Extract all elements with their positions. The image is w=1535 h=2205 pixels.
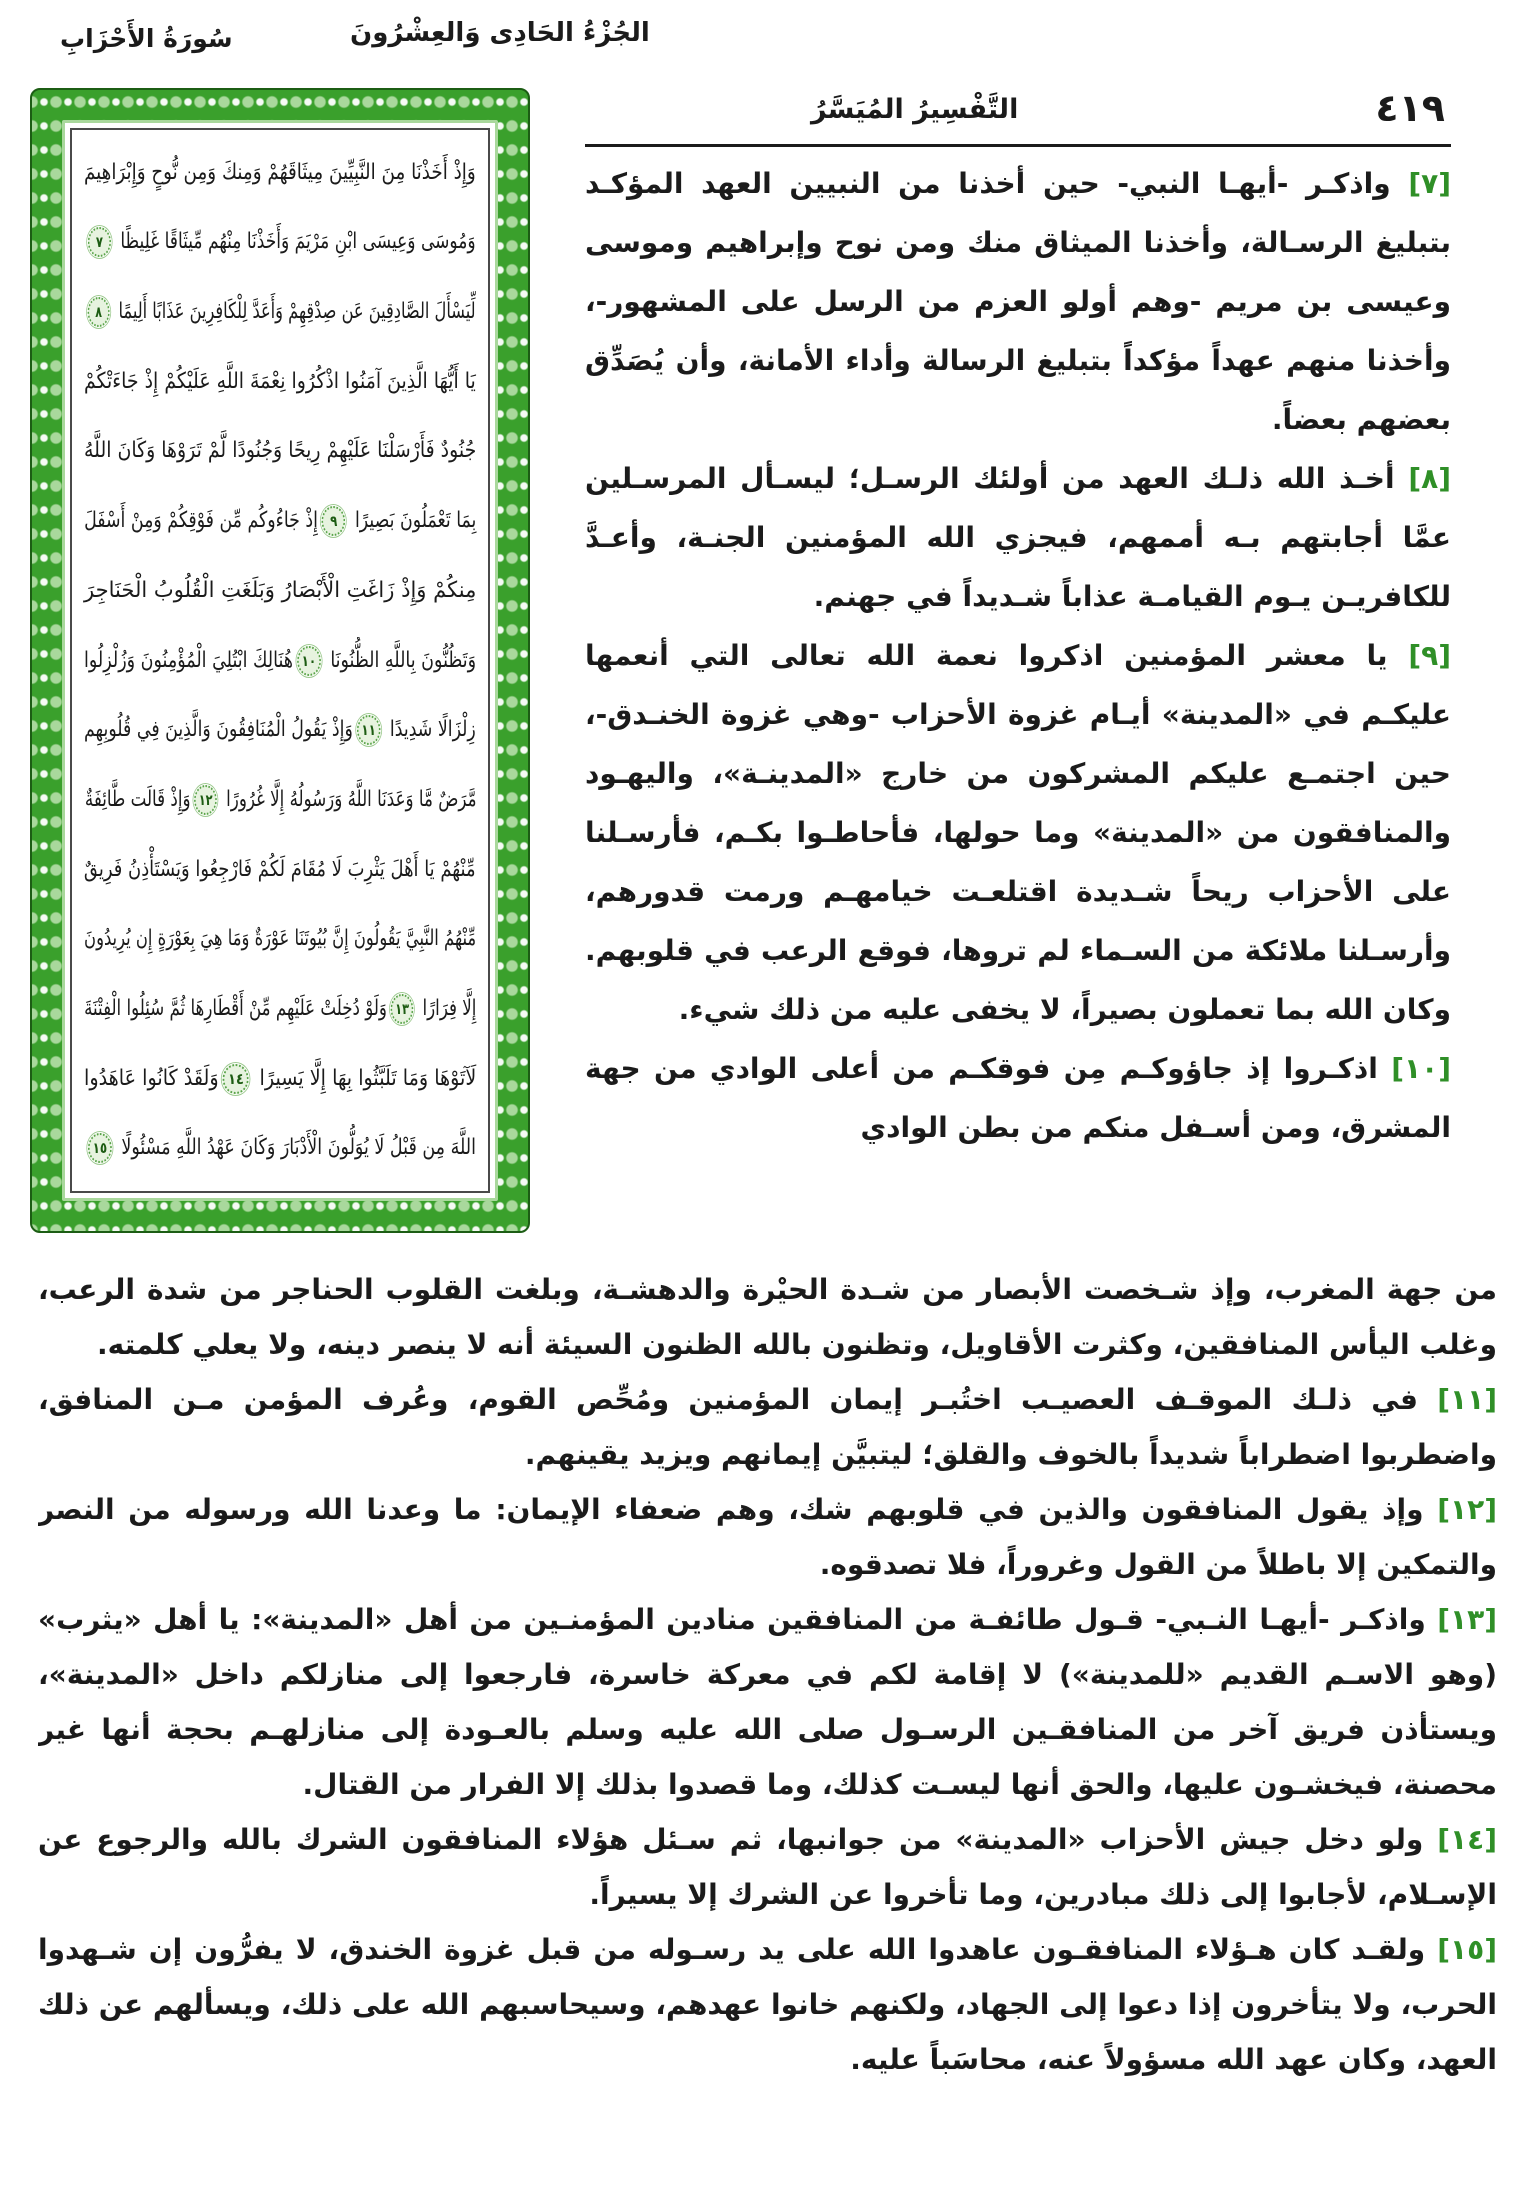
quran-line — [84, 349, 476, 415]
quran-line — [84, 209, 476, 275]
quran-frame-gap — [65, 123, 495, 1198]
verse-number-badge: [١٤] — [1437, 1823, 1497, 1856]
ayah-end-marker: ٩ — [322, 506, 346, 536]
ayah-end-marker: ٧ — [88, 227, 111, 257]
quran-line — [84, 628, 476, 694]
quran-text: زِلْزَالًا شَدِيدًا — [384, 717, 476, 743]
ayah-end-marker: ٨ — [88, 297, 110, 327]
quran-text: وَلَوْ دُخِلَتْ عَلَيْهِم مِّنْ أَقْطَارِهَا ثُمَّ سُئِلُوا الْفِتْنَةَ — [83, 995, 387, 1021]
paragraph-text: وإذ يقول المنافقون والذين في قلوبهم شك، وهم ضعفاء الإيمان: ما وعدنا الله ورسوله من النصر والتمكين إلا باطلاً من القول وغروراً، فلا تصدقوه. — [38, 1493, 1497, 1581]
quran-line — [84, 906, 476, 972]
page-number: ٤١٩ — [1375, 86, 1445, 130]
quran-text: يَا أَيُّهَا الَّذِينَ آمَنُوا اذْكُرُوا نِعْمَةَ اللَّهِ عَلَيْكُمْ إِذْ جَاءَتْكُمْ — [84, 368, 476, 394]
tafsir-paragraph — [38, 1262, 1497, 1372]
quran-text: مَّرَضٌ مَّا وَعَدَنَا اللَّهُ وَرَسُولُهُ إِلَّا غُرُورًا — [220, 786, 476, 812]
quran-line — [84, 976, 476, 1042]
tafsir-paragraph — [38, 1372, 1497, 1482]
quran-text: مِّنْهُمُ النَّبِيَّ يَقُولُونَ إِنَّ بُيُوتَنَا عَوْرَةٌ وَمَا هِيَ بِعَوْرَةٍ إِن يُرِيدُونَ — [83, 926, 476, 952]
verse-number-badge: [١١] — [1437, 1383, 1497, 1416]
quran-frame — [30, 88, 530, 1233]
quran-text: اللَّهَ مِن قَبْلُ لَا يُوَلُّونَ الْأَدْبَارَ وَكَانَ عَهْدُ اللَّهِ مَسْئُولًا — [115, 1135, 477, 1161]
paragraph-text: في ذلـك الموقـف العصيـب اختُبـر إيمان المؤمنين ومُحِّص القوم، وعُرف المؤمن مـن المنافق، واضطربوا اضطراباً شديداً بالخوف والقلق؛ ليتبيَّن إيمانهم ويزيد يقينهم. — [38, 1383, 1497, 1471]
quran-text: وَلَقَدْ كَانُوا عَاهَدُوا — [83, 1065, 219, 1091]
ayah-end-marker: ١٢ — [194, 785, 217, 815]
paragraph-text: ولقـد كان هـؤلاء المنافقـون عاهدوا الله على يد رسـوله من قبل غزوة الخندق، لا يفرُّون إن شـهدوا الحرب، ولا يتأخرون إذا دعوا إلى الجهاد، ولكنهم خانوا عهدهم، وسيحاسبهم الله على ذلك، ويسألهم عن ذلك العهد، وكان عهد الله مسؤولاً عنه، محاسَباً عليه. — [38, 1933, 1497, 2076]
tafsir-title: التَّفْسِيرُ المُيَسَّرُ — [811, 94, 1019, 125]
quran-text: مِنكُمْ وَإِذْ زَاغَتِ الْأَبْصَارُ وَبَلَغَتِ الْقُلُوبُ الْحَنَاجِرَ — [83, 577, 476, 603]
surah-title: سُورَةُ الأَحْزَابِ — [60, 24, 233, 53]
verse-number-badge: [١٣] — [1437, 1603, 1497, 1636]
ayah-end-marker: ١٣ — [390, 994, 413, 1024]
quran-line — [84, 418, 476, 484]
quran-line — [84, 767, 476, 833]
quran-text: لِّيَسْأَلَ الصَّادِقِينَ عَن صِدْقِهِمْ وَأَعَدَّ لِلْكَافِرِينَ عَذَابًا أَلِيمًا — [113, 299, 476, 325]
quran-text: إِذْ جَاءُوكُم مِّن فَوْقِكُمْ وَمِنْ أَسْفَلَ — [83, 508, 318, 534]
paragraph-text: يا معشر المؤمنين اذكروا نعمة الله تعالى التي أنعمها عليكـم في «المدينة» أيـام غزوة الأحزاب -وهي غزوة الخنـدق-، حين اجتمـع عليكم المشركون من خارج «المدينـة»، واليهـود والمنافقون من «المدينة» وما حولها، فأحاطـوا بكـم، فأرسـلنا على الأحزاب ريحاً شـديدة اقتلعـت خيامهـم ورمت قدورهم، وأرسـلنا ملائكة من السـماء لم تروها، فوقع الرعب في قلوبهم. وكان الله بما تعملون بصيراً، لا يخفى عليه من ذلك شيء. — [585, 639, 1451, 1026]
verse-number-badge: [١٢] — [1437, 1493, 1497, 1526]
verse-number-badge: [٩] — [1408, 639, 1451, 672]
tafsir-column — [585, 86, 1451, 1286]
quran-lines — [70, 128, 490, 1193]
verse-number-badge: [١٠] — [1391, 1052, 1451, 1085]
quran-line — [84, 837, 476, 903]
tafsir-paragraph — [585, 154, 1451, 449]
quran-text: لَآتَوْهَا وَمَا تَلَبَّثُوا بِهَا إِلَّا يَسِيرًا — [253, 1065, 476, 1091]
quran-text: وَإِذْ قَالَت طَّائِفَةٌ — [84, 786, 191, 812]
tafsir-paragraph — [585, 449, 1451, 626]
paragraph-text: أخـذ الله ذلـك العهد من أولئك الرسـل؛ ليسـأل المرسـلين عمَّا أجابتهم بـه أممهم، فيجزي الله المؤمنين الجنـة، وأعـدَّ للكافريـن يـوم القيامـة عذاباً شـديداً في جهنم. — [585, 462, 1451, 613]
ayah-end-marker: ١٥ — [88, 1133, 112, 1163]
paragraph-text: ولو دخل جيش الأحزاب «المدينة» من جوانبها، ثم سـئل هؤلاء المنافقون الشرك بالله والرجوع عن الإسـلام، لأجابوا إلى ذلك مبادرين، وما تأخروا عن الشرك إلا يسيراً. — [38, 1823, 1497, 1911]
verse-number-badge: [٧] — [1408, 167, 1451, 200]
quran-text: هُنَالِكَ ابْتُلِيَ الْمُؤْمِنُونَ وَزُلْزِلُوا — [83, 647, 293, 673]
tafsir-paragraph — [38, 1592, 1497, 1812]
quran-line — [84, 558, 476, 624]
ayah-end-marker: ١٠ — [297, 646, 321, 676]
quran-text: جُنُودٌ فَأَرْسَلْنَا عَلَيْهِمْ رِيحًا وَجُنُودًا لَّمْ تَرَوْهَا وَكَانَ اللَّهُ — [83, 438, 476, 464]
juz-title: الجُزْءُ الحَادِى وَالعِشْرُونَ — [350, 18, 650, 48]
quran-text: وَمُوسَى وَعِيسَى ابْنِ مَرْيَمَ وَأَخَذْنَا مِنْهُم مِّيثَاقًا غَلِيظًا — [115, 229, 477, 255]
paragraph-text: واذكـر -أيهـا النـبي- قـول طائفـة من المنافقين منادين المؤمنـين من أهل «المدينة»: يا أهل «يثرب» (وهو الاسـم القديم «للمدينة») لا إقامة لكم في معركة خاسرة، فارجعوا إلى منازلكم داخل «المدينة»، ويستأذن فريق آخر من المنافقـين الرسـول صلى الله عليه وسلم بالعـودة إلى منازلهـم بحجة أنها غير محصنة، فيخشـون عليها، والحق أنها ليسـت كذلك، وما قصدوا بذلك إلا الفرار من القتال. — [38, 1603, 1497, 1801]
quran-line — [84, 279, 476, 345]
quran-text: بِمَا تَعْمَلُونَ بَصِيرًا — [349, 508, 476, 534]
quran-line — [84, 697, 476, 763]
quran-line — [84, 488, 476, 554]
tafsir-paragraph — [585, 626, 1451, 1039]
quran-text: وَإِذْ يَقُولُ الْمُنَافِقُونَ وَالَّذِينَ فِي قُلُوبِهِم — [84, 717, 354, 743]
verse-number-badge: [١٥] — [1437, 1933, 1497, 1966]
ayah-end-marker: ١٤ — [223, 1064, 249, 1094]
paragraph-text: واذكـر -أيهـا النبي- حين أخذنا من النبيين العهد المؤكـد بتبليغ الرسـالة، وأخذنا الميثاق منك ومن نوح وإبراهيم وموسى وعيسى بن مريم -وهم أولو العزم من الرسل على المشهور-، وأخذنا منهم عهداً مؤكداً بتبليغ الرسالة وأداء الأمانة، وأن يُصَدِّق بعضهم بعضاً. — [585, 167, 1451, 436]
tafsir-column-body — [585, 154, 1451, 1282]
tafsir-paragraph — [38, 1482, 1497, 1592]
quran-line — [84, 1046, 476, 1112]
tafsir-paragraph — [38, 1922, 1497, 2087]
quran-text: وَإِذْ أَخَذْنَا مِنَ النَّبِيِّينَ مِيثَاقَهُمْ وَمِنكَ وَمِن نُّوحٍ وَإِبْرَاهِيمَ — [84, 159, 476, 185]
ayah-end-marker: ١١ — [357, 715, 381, 745]
paragraph-text: من جهة المغرب، وإذ شـخصت الأبصار من شـدة الحيْرة والدهشـة، وبلغت القلوب الحناجر من شدة الرعب، وغلب اليأس المنافقين، وكثرت الأقاويل، وتظنون بالله الظنون السيئة أنه لا ينصر دينه، ولا يعلي كلمته. — [38, 1273, 1497, 1361]
quran-text: إِلَّا فِرَارًا — [416, 995, 476, 1021]
quran-text: وَتَظُنُّونَ بِاللَّهِ الظُّنُونَا — [324, 647, 476, 673]
quran-line — [84, 140, 476, 206]
quran-line — [84, 1115, 476, 1181]
tafsir-paragraph — [585, 1039, 1451, 1157]
quran-frame-band — [62, 120, 498, 1201]
tafsir-bottom — [38, 1262, 1497, 2088]
quran-text: مِّنْهُمْ يَا أَهْلَ يَثْرِبَ لَا مُقَامَ لَكُمْ فَارْجِعُوا وَيَسْتَأْذِنُ فَرِيقٌ — [84, 856, 476, 882]
paragraph-text: اذكـروا إذ جاؤوكـم مِن فوقكـم من أعلى الوادي من جهة المشرق، ومن أسـفل منكم من بطن الوادي — [585, 1052, 1451, 1144]
verse-number-badge: [٨] — [1408, 462, 1451, 495]
tafsir-paragraph — [38, 1812, 1497, 1922]
header-rule — [585, 144, 1451, 147]
